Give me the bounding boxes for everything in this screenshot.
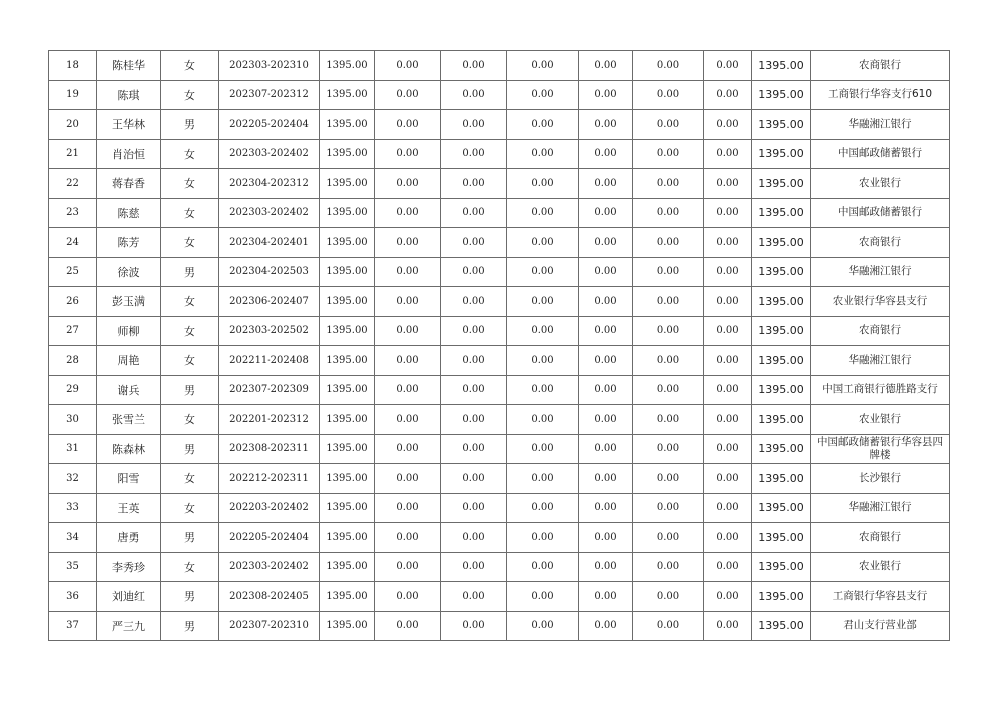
table-body	[49, 51, 950, 641]
deduction-1-cell: 0.00	[375, 434, 441, 464]
gender-cell: 女	[161, 198, 219, 228]
person-name-cell: 师柳	[97, 316, 161, 346]
monthly-amount-cell: 1395.00	[320, 611, 375, 641]
deduction-2-cell: 0.00	[441, 110, 507, 140]
monthly-amount-cell: 1395.00	[320, 375, 375, 405]
gender-cell: 女	[161, 228, 219, 258]
monthly-amount-cell: 1395.00	[320, 316, 375, 346]
total-amount-cell: 1395.00	[752, 523, 811, 553]
deduction-6-cell: 0.00	[704, 434, 752, 464]
payment-period-cell: 202205-202404	[219, 523, 320, 553]
row-number-cell: 37	[49, 611, 97, 641]
payment-period-cell: 202203-202402	[219, 493, 320, 523]
deduction-3-cell: 0.00	[507, 51, 579, 81]
deduction-4-cell: 0.00	[579, 110, 633, 140]
payment-period-cell: 202205-202404	[219, 110, 320, 140]
gender-cell: 女	[161, 80, 219, 110]
person-name-cell: 李秀珍	[97, 552, 161, 582]
gender-cell: 男	[161, 523, 219, 553]
payment-period-cell: 202304-202503	[219, 257, 320, 287]
total-amount-cell: 1395.00	[752, 80, 811, 110]
deduction-6-cell: 0.00	[704, 198, 752, 228]
deduction-2-cell: 0.00	[441, 198, 507, 228]
person-name-cell: 周艳	[97, 346, 161, 376]
table-row	[49, 51, 950, 81]
deduction-5-cell: 0.00	[633, 139, 704, 169]
deduction-5-cell: 0.00	[633, 198, 704, 228]
deduction-2-cell: 0.00	[441, 405, 507, 435]
deduction-3-cell: 0.00	[507, 523, 579, 553]
deduction-5-cell: 0.00	[633, 434, 704, 464]
deduction-1-cell: 0.00	[375, 316, 441, 346]
person-name-cell: 刘迪红	[97, 582, 161, 612]
gender-cell: 男	[161, 611, 219, 641]
deduction-5-cell: 0.00	[633, 228, 704, 258]
row-number-cell: 34	[49, 523, 97, 553]
bank-name-cell: 工商银行华容支行610	[811, 80, 950, 110]
monthly-amount-cell: 1395.00	[320, 169, 375, 199]
deduction-1-cell: 0.00	[375, 375, 441, 405]
bank-name-cell: 华融湘江银行	[811, 493, 950, 523]
deduction-3-cell: 0.00	[507, 552, 579, 582]
deduction-3-cell: 0.00	[507, 464, 579, 494]
deduction-5-cell: 0.00	[633, 257, 704, 287]
person-name-cell: 谢兵	[97, 375, 161, 405]
gender-cell: 女	[161, 405, 219, 435]
payment-period-cell: 202304-202401	[219, 228, 320, 258]
person-name-cell: 唐勇	[97, 523, 161, 553]
total-amount-cell: 1395.00	[752, 257, 811, 287]
row-number-cell: 30	[49, 405, 97, 435]
deduction-2-cell: 0.00	[441, 257, 507, 287]
deduction-4-cell: 0.00	[579, 611, 633, 641]
deduction-4-cell: 0.00	[579, 464, 633, 494]
deduction-6-cell: 0.00	[704, 375, 752, 405]
monthly-amount-cell: 1395.00	[320, 523, 375, 553]
bank-name-cell: 农商银行	[811, 316, 950, 346]
total-amount-cell: 1395.00	[752, 110, 811, 140]
payment-period-cell: 202307-202312	[219, 80, 320, 110]
row-number-cell: 36	[49, 582, 97, 612]
deduction-3-cell: 0.00	[507, 198, 579, 228]
deduction-3-cell: 0.00	[507, 287, 579, 317]
person-name-cell: 肖治恒	[97, 139, 161, 169]
table-row	[49, 110, 950, 140]
total-amount-cell: 1395.00	[752, 493, 811, 523]
gender-cell: 女	[161, 552, 219, 582]
deduction-4-cell: 0.00	[579, 434, 633, 464]
deduction-3-cell: 0.00	[507, 228, 579, 258]
deduction-2-cell: 0.00	[441, 552, 507, 582]
payment-period-cell: 202303-202402	[219, 552, 320, 582]
deduction-4-cell: 0.00	[579, 493, 633, 523]
deduction-5-cell: 0.00	[633, 405, 704, 435]
deduction-3-cell: 0.00	[507, 110, 579, 140]
person-name-cell: 蒋春香	[97, 169, 161, 199]
table-row	[49, 80, 950, 110]
monthly-amount-cell: 1395.00	[320, 464, 375, 494]
deduction-1-cell: 0.00	[375, 257, 441, 287]
deduction-3-cell: 0.00	[507, 434, 579, 464]
deduction-2-cell: 0.00	[441, 434, 507, 464]
row-number-cell: 35	[49, 552, 97, 582]
bank-name-cell: 农业银行	[811, 552, 950, 582]
total-amount-cell: 1395.00	[752, 346, 811, 376]
deduction-5-cell: 0.00	[633, 346, 704, 376]
monthly-amount-cell: 1395.00	[320, 110, 375, 140]
deduction-6-cell: 0.00	[704, 523, 752, 553]
deduction-4-cell: 0.00	[579, 169, 633, 199]
row-number-cell: 23	[49, 198, 97, 228]
table-row	[49, 493, 950, 523]
deduction-4-cell: 0.00	[579, 80, 633, 110]
monthly-amount-cell: 1395.00	[320, 51, 375, 81]
deduction-2-cell: 0.00	[441, 375, 507, 405]
table-row	[49, 198, 950, 228]
monthly-amount-cell: 1395.00	[320, 493, 375, 523]
row-number-cell: 33	[49, 493, 97, 523]
deduction-4-cell: 0.00	[579, 375, 633, 405]
payment-period-cell: 202303-202402	[219, 139, 320, 169]
deduction-1-cell: 0.00	[375, 228, 441, 258]
deduction-5-cell: 0.00	[633, 582, 704, 612]
payment-period-cell: 202201-202312	[219, 405, 320, 435]
deduction-1-cell: 0.00	[375, 611, 441, 641]
bank-name-cell: 工商银行华容县支行	[811, 582, 950, 612]
table-row	[49, 464, 950, 494]
bank-name-cell: 长沙银行	[811, 464, 950, 494]
table-row	[49, 611, 950, 641]
deduction-5-cell: 0.00	[633, 375, 704, 405]
bank-name-cell: 华融湘江银行	[811, 110, 950, 140]
deduction-1-cell: 0.00	[375, 582, 441, 612]
deduction-5-cell: 0.00	[633, 523, 704, 553]
deduction-2-cell: 0.00	[441, 80, 507, 110]
monthly-amount-cell: 1395.00	[320, 434, 375, 464]
table-row	[49, 405, 950, 435]
deduction-4-cell: 0.00	[579, 523, 633, 553]
payment-period-cell: 202303-202402	[219, 198, 320, 228]
payment-table	[48, 50, 950, 641]
gender-cell: 男	[161, 375, 219, 405]
row-number-cell: 19	[49, 80, 97, 110]
total-amount-cell: 1395.00	[752, 198, 811, 228]
total-amount-cell: 1395.00	[752, 434, 811, 464]
deduction-2-cell: 0.00	[441, 611, 507, 641]
bank-name-cell: 农业银行华容县支行	[811, 287, 950, 317]
deduction-4-cell: 0.00	[579, 316, 633, 346]
row-number-cell: 24	[49, 228, 97, 258]
deduction-6-cell: 0.00	[704, 316, 752, 346]
deduction-2-cell: 0.00	[441, 582, 507, 612]
payment-period-cell: 202304-202312	[219, 169, 320, 199]
deduction-3-cell: 0.00	[507, 611, 579, 641]
deduction-2-cell: 0.00	[441, 228, 507, 258]
row-number-cell: 20	[49, 110, 97, 140]
row-number-cell: 22	[49, 169, 97, 199]
table-row	[49, 257, 950, 287]
total-amount-cell: 1395.00	[752, 582, 811, 612]
monthly-amount-cell: 1395.00	[320, 80, 375, 110]
deduction-5-cell: 0.00	[633, 611, 704, 641]
gender-cell: 女	[161, 346, 219, 376]
deduction-3-cell: 0.00	[507, 375, 579, 405]
deduction-3-cell: 0.00	[507, 405, 579, 435]
row-number-cell: 18	[49, 51, 97, 81]
deduction-1-cell: 0.00	[375, 523, 441, 553]
bank-name-cell: 农业银行	[811, 405, 950, 435]
deduction-5-cell: 0.00	[633, 169, 704, 199]
total-amount-cell: 1395.00	[752, 552, 811, 582]
total-amount-cell: 1395.00	[752, 405, 811, 435]
deduction-2-cell: 0.00	[441, 287, 507, 317]
deduction-3-cell: 0.00	[507, 346, 579, 376]
deduction-5-cell: 0.00	[633, 552, 704, 582]
total-amount-cell: 1395.00	[752, 316, 811, 346]
person-name-cell: 徐波	[97, 257, 161, 287]
payment-period-cell: 202211-202408	[219, 346, 320, 376]
person-name-cell: 王华林	[97, 110, 161, 140]
deduction-5-cell: 0.00	[633, 110, 704, 140]
deduction-2-cell: 0.00	[441, 464, 507, 494]
bank-name-cell: 华融湘江银行	[811, 257, 950, 287]
payment-period-cell: 202306-202407	[219, 287, 320, 317]
monthly-amount-cell: 1395.00	[320, 346, 375, 376]
person-name-cell: 陈森林	[97, 434, 161, 464]
bank-name-cell: 中国邮政储蓄银行	[811, 198, 950, 228]
payment-period-cell: 202308-202311	[219, 434, 320, 464]
person-name-cell: 陈琪	[97, 80, 161, 110]
deduction-1-cell: 0.00	[375, 139, 441, 169]
deduction-5-cell: 0.00	[633, 51, 704, 81]
total-amount-cell: 1395.00	[752, 464, 811, 494]
bank-name-cell: 中国邮政储蓄银行华容县四牌楼	[811, 434, 950, 464]
person-name-cell: 阳雪	[97, 464, 161, 494]
table-row	[49, 316, 950, 346]
gender-cell: 女	[161, 287, 219, 317]
gender-cell: 女	[161, 316, 219, 346]
total-amount-cell: 1395.00	[752, 611, 811, 641]
row-number-cell: 25	[49, 257, 97, 287]
table-row	[49, 346, 950, 376]
row-number-cell: 26	[49, 287, 97, 317]
deduction-6-cell: 0.00	[704, 228, 752, 258]
deduction-6-cell: 0.00	[704, 110, 752, 140]
person-name-cell: 陈慈	[97, 198, 161, 228]
deduction-4-cell: 0.00	[579, 51, 633, 81]
monthly-amount-cell: 1395.00	[320, 552, 375, 582]
deduction-4-cell: 0.00	[579, 582, 633, 612]
deduction-4-cell: 0.00	[579, 552, 633, 582]
deduction-4-cell: 0.00	[579, 287, 633, 317]
person-name-cell: 陈桂华	[97, 51, 161, 81]
bank-name-cell: 农商银行	[811, 51, 950, 81]
deduction-4-cell: 0.00	[579, 139, 633, 169]
gender-cell: 女	[161, 51, 219, 81]
deduction-5-cell: 0.00	[633, 316, 704, 346]
deduction-3-cell: 0.00	[507, 493, 579, 523]
deduction-3-cell: 0.00	[507, 169, 579, 199]
monthly-amount-cell: 1395.00	[320, 405, 375, 435]
monthly-amount-cell: 1395.00	[320, 139, 375, 169]
deduction-1-cell: 0.00	[375, 198, 441, 228]
deduction-6-cell: 0.00	[704, 464, 752, 494]
deduction-3-cell: 0.00	[507, 139, 579, 169]
bank-name-cell: 中国邮政储蓄银行	[811, 139, 950, 169]
gender-cell: 男	[161, 257, 219, 287]
deduction-2-cell: 0.00	[441, 316, 507, 346]
deduction-6-cell: 0.00	[704, 552, 752, 582]
person-name-cell: 王英	[97, 493, 161, 523]
table-row	[49, 375, 950, 405]
bank-name-cell: 君山支行营业部	[811, 611, 950, 641]
person-name-cell: 陈芳	[97, 228, 161, 258]
row-number-cell: 21	[49, 139, 97, 169]
deduction-4-cell: 0.00	[579, 346, 633, 376]
deduction-1-cell: 0.00	[375, 493, 441, 523]
row-number-cell: 27	[49, 316, 97, 346]
deduction-2-cell: 0.00	[441, 523, 507, 553]
deduction-1-cell: 0.00	[375, 346, 441, 376]
row-number-cell: 31	[49, 434, 97, 464]
gender-cell: 男	[161, 110, 219, 140]
deduction-6-cell: 0.00	[704, 346, 752, 376]
deduction-4-cell: 0.00	[579, 257, 633, 287]
deduction-1-cell: 0.00	[375, 169, 441, 199]
person-name-cell: 严三九	[97, 611, 161, 641]
deduction-4-cell: 0.00	[579, 228, 633, 258]
deduction-6-cell: 0.00	[704, 257, 752, 287]
monthly-amount-cell: 1395.00	[320, 582, 375, 612]
monthly-amount-cell: 1395.00	[320, 257, 375, 287]
deduction-6-cell: 0.00	[704, 493, 752, 523]
gender-cell: 女	[161, 169, 219, 199]
bank-name-cell: 华融湘江银行	[811, 346, 950, 376]
gender-cell: 男	[161, 582, 219, 612]
deduction-5-cell: 0.00	[633, 464, 704, 494]
deduction-6-cell: 0.00	[704, 169, 752, 199]
table-row	[49, 582, 950, 612]
payment-period-cell: 202307-202309	[219, 375, 320, 405]
deduction-5-cell: 0.00	[633, 80, 704, 110]
payment-period-cell: 202307-202310	[219, 611, 320, 641]
bank-name-cell: 农商银行	[811, 228, 950, 258]
deduction-2-cell: 0.00	[441, 139, 507, 169]
table-row	[49, 552, 950, 582]
deduction-1-cell: 0.00	[375, 51, 441, 81]
deduction-2-cell: 0.00	[441, 493, 507, 523]
row-number-cell: 29	[49, 375, 97, 405]
monthly-amount-cell: 1395.00	[320, 198, 375, 228]
total-amount-cell: 1395.00	[752, 228, 811, 258]
total-amount-cell: 1395.00	[752, 169, 811, 199]
table-row	[49, 139, 950, 169]
deduction-6-cell: 0.00	[704, 611, 752, 641]
deduction-6-cell: 0.00	[704, 80, 752, 110]
deduction-5-cell: 0.00	[633, 287, 704, 317]
deduction-4-cell: 0.00	[579, 198, 633, 228]
deduction-1-cell: 0.00	[375, 287, 441, 317]
gender-cell: 女	[161, 493, 219, 523]
bank-name-cell: 农业银行	[811, 169, 950, 199]
table-row	[49, 523, 950, 553]
deduction-2-cell: 0.00	[441, 51, 507, 81]
deduction-1-cell: 0.00	[375, 405, 441, 435]
monthly-amount-cell: 1395.00	[320, 228, 375, 258]
deduction-1-cell: 0.00	[375, 80, 441, 110]
payment-period-cell: 202303-202310	[219, 51, 320, 81]
deduction-6-cell: 0.00	[704, 139, 752, 169]
deduction-6-cell: 0.00	[704, 582, 752, 612]
row-number-cell: 32	[49, 464, 97, 494]
table-row	[49, 434, 950, 464]
deduction-6-cell: 0.00	[704, 405, 752, 435]
gender-cell: 男	[161, 434, 219, 464]
gender-cell: 女	[161, 139, 219, 169]
table-row	[49, 228, 950, 258]
bank-name-cell: 农商银行	[811, 523, 950, 553]
deduction-1-cell: 0.00	[375, 110, 441, 140]
deduction-1-cell: 0.00	[375, 552, 441, 582]
deduction-3-cell: 0.00	[507, 80, 579, 110]
total-amount-cell: 1395.00	[752, 51, 811, 81]
deduction-3-cell: 0.00	[507, 257, 579, 287]
payment-period-cell: 202308-202405	[219, 582, 320, 612]
deduction-1-cell: 0.00	[375, 464, 441, 494]
monthly-amount-cell: 1395.00	[320, 287, 375, 317]
table-row	[49, 287, 950, 317]
deduction-2-cell: 0.00	[441, 169, 507, 199]
total-amount-cell: 1395.00	[752, 139, 811, 169]
person-name-cell: 彭玉满	[97, 287, 161, 317]
table-row	[49, 169, 950, 199]
person-name-cell: 张雪兰	[97, 405, 161, 435]
deduction-5-cell: 0.00	[633, 493, 704, 523]
deduction-3-cell: 0.00	[507, 316, 579, 346]
gender-cell: 女	[161, 464, 219, 494]
total-amount-cell: 1395.00	[752, 375, 811, 405]
row-number-cell: 28	[49, 346, 97, 376]
payment-period-cell: 202212-202311	[219, 464, 320, 494]
bank-name-cell: 中国工商银行德胜路支行	[811, 375, 950, 405]
deduction-2-cell: 0.00	[441, 346, 507, 376]
total-amount-cell: 1395.00	[752, 287, 811, 317]
deduction-3-cell: 0.00	[507, 582, 579, 612]
deduction-6-cell: 0.00	[704, 51, 752, 81]
payment-period-cell: 202303-202502	[219, 316, 320, 346]
deduction-6-cell: 0.00	[704, 287, 752, 317]
deduction-4-cell: 0.00	[579, 405, 633, 435]
